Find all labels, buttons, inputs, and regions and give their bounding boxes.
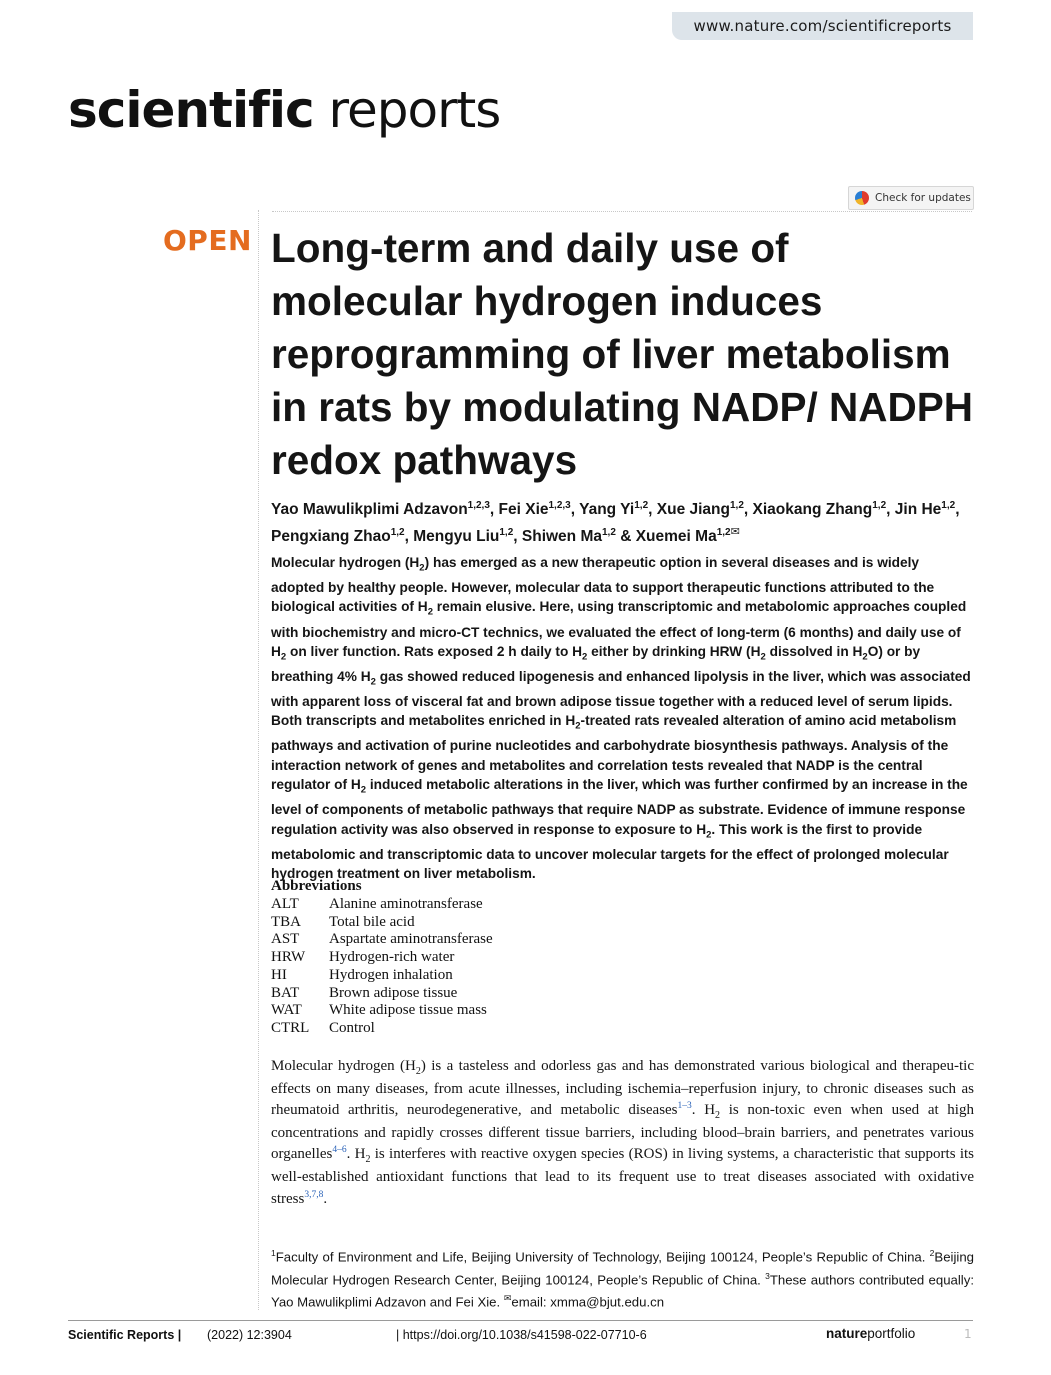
journal-url-tab[interactable]: www.nature.com/scientificreports	[672, 12, 973, 40]
abbreviation-definition: Control	[329, 1019, 375, 1036]
abbreviation-definition: Hydrogen inhalation	[329, 966, 453, 983]
abbreviation-row	[271, 931, 493, 949]
abbreviation-definition: Alanine aminotransferase	[329, 896, 483, 912]
abbreviation-term: TBA	[271, 913, 301, 930]
affiliations: $^1$Faculty of Environment and Life, Beijing University of Technology, Beijing 100124, People’s Republic of China. $^2$Beijing Molecular Hydrogen Research Center, Beijing 100124, People’s Republic of China. $^3$These authors contributed equally: Yao Mawulikplimi Adzavon and Fei Xie. ✉email: xmma@bjut.edu.cn	[271, 1248, 974, 1310]
abbreviation-row	[271, 914, 493, 932]
author-name: Shiwen Ma	[521, 528, 602, 546]
footer-citation: (2022) 12:3904	[207, 1328, 292, 1342]
subscript: 2	[575, 721, 581, 733]
subscript: 2	[370, 676, 376, 688]
publisher-logo-bold: nature	[826, 1326, 868, 1341]
publisher-logo	[826, 1326, 915, 1341]
affiliation-number: 1	[271, 1248, 276, 1258]
abbreviation-definition: Aspartate aminotransferase	[329, 931, 493, 948]
envelope-icon[interactable]: ✉	[730, 526, 740, 539]
subscript: 2	[760, 651, 766, 663]
author-affiliation: 1,2	[390, 527, 405, 539]
author-list: Yao Mawulikplimi Adzavon$^{1,2,3}$, Fei Xie$^{1,2,3}$, Yang Yi$^{1,2}$, Xue Jiang$^{1,2}$, Xiaokang Zhang$^{1,2}$, Jin He$^{1,2}$, Pengxiang Zhao$^{1,2}$, Mengyu Liu$^{1,2}$, Shiwen Ma$^{1,2}$ & Xuemei $Ma^{1,2✉}$	[271, 500, 960, 546]
author-name: Xue Jiang	[656, 501, 730, 519]
abbreviation-definition: Total bile acid	[329, 913, 415, 930]
affiliation-number: 2	[929, 1248, 935, 1258]
subscript: 2	[360, 784, 367, 796]
abbreviation-row	[271, 967, 493, 985]
author-affiliation: 1,2	[634, 500, 649, 511]
abbreviation-row	[271, 1020, 493, 1038]
author-affiliation: 1,2,3	[548, 500, 571, 511]
reference-superscript[interactable]: 1–3	[677, 1101, 692, 1112]
envelope-icon: ✉	[503, 1293, 512, 1304]
page-number: 1	[964, 1327, 972, 1341]
abbreviation-term: ALT	[271, 896, 299, 912]
journal-logo	[68, 80, 500, 140]
subscript: 2	[415, 1066, 421, 1077]
crossmark-icon	[855, 191, 869, 205]
abbreviations-list	[271, 896, 493, 1038]
abbreviation-term: HRW	[271, 949, 306, 966]
abbreviation-term: AST	[271, 931, 300, 948]
footer-journal: Scientific Reports |	[68, 1328, 182, 1342]
author-affiliation: 1,2	[499, 527, 514, 539]
author-name: Mengyu Liu	[413, 528, 500, 546]
subscript: 2	[419, 562, 425, 574]
margin-divider	[258, 210, 260, 1310]
subscript: 2	[280, 651, 287, 663]
author-affiliation: 1,2	[602, 527, 616, 539]
abbreviation-definition: White adipose tissue mass	[329, 1002, 487, 1019]
abbreviation-term: BAT	[271, 984, 300, 1001]
abbreviation-row	[271, 896, 493, 914]
check-for-updates-label: Check for updates	[875, 192, 971, 204]
reference-superscript[interactable]: 4–6	[332, 1145, 347, 1156]
reference-superscript[interactable]: 3,7,8	[304, 1189, 324, 1200]
abbreviation-term: WAT	[271, 1002, 302, 1019]
abbreviation-row	[271, 1002, 493, 1020]
author-name: Yao Mawulikplimi Adzavon	[271, 501, 468, 519]
abbreviation-term: CTRL	[271, 1019, 310, 1036]
check-for-updates-button[interactable]	[848, 186, 974, 210]
author-affiliation: 1,2	[941, 500, 956, 511]
abbreviation-term: HI	[271, 966, 287, 983]
abbreviation-row	[271, 985, 493, 1003]
header-divider	[272, 211, 972, 212]
author-affiliation: 1,2	[716, 527, 731, 539]
abbreviation-definition: Brown adipose tissue	[329, 984, 458, 1001]
subscript: 2	[706, 829, 712, 841]
author-affiliation: 1,2	[872, 500, 887, 511]
subscript: 2	[582, 651, 588, 663]
publisher-logo-light: portfolio	[867, 1326, 916, 1341]
subscript: 2	[862, 651, 868, 663]
journal-logo-bold: scientific	[68, 81, 314, 139]
author-name: Fei Xie	[498, 501, 549, 519]
footer-divider	[68, 1320, 973, 1321]
footer-doi-link[interactable]: | https://doi.org/10.1038/s41598-022-07710-6	[396, 1328, 647, 1342]
article-title: Long-term and daily use of molecular hydrogen induces reprogramming of liver metabolism in rats by modulating NADP/ NADPH redox pathways	[271, 225, 974, 483]
subscript: 2	[427, 607, 433, 619]
author-name: Yang Yi	[579, 501, 635, 519]
abbreviation-definition: Hydrogen-rich water	[329, 949, 455, 966]
journal-logo-light: reports	[328, 81, 501, 139]
subscript: 2	[365, 1154, 371, 1166]
abbreviation-row	[271, 949, 493, 967]
affiliation-number: 3	[765, 1270, 770, 1281]
author-affiliation: 1,2,3	[467, 500, 490, 511]
abbreviations-heading: Abbreviations	[271, 878, 362, 894]
author-name: Jin He	[894, 501, 942, 519]
author-name: Xuemei Ma	[635, 528, 717, 546]
author-affiliation: 1,2	[729, 500, 744, 511]
subscript: 2	[715, 1110, 721, 1122]
author-name: Pengxiang Zhao	[271, 528, 391, 546]
abstract: Molecular hydrogen $(H_2)$ has emerged as a new therapeutic option in several diseases and is widely adopted by healthy people. However, molecular data to support therapeutic functions attributed to the biological activities of $H_2$ remain elusive. Here, using transcriptomic and metabolomic approaches coupled with biochemistry and micro-CT technics, we evaluated the effect of long-term (6 months) and daily use of $H_2$ on liver function. Rats exposed 2 h daily to $H_2$ either by drinking HRW ($H_2$ dissolved in $H_2O$) or by breathing 4% $H_2$ gas showed reduced lipogenesis and enhanced lipolysis in the liver, which was associated with apparent loss of visceral fat and brown adipose tissue together with a reduced level of serum lipids. Both transcripts and metabolites enriched in $H_2$-treated rats revealed alteration of amino acid metabolism pathways and activation of purine nucleotides and carbohydrate biosynthesis pathways. Analysis of the interaction network of genes and metabolites and correlation tests revealed that NADP is the central regulator of $H_2$ induced metabolic alterations in the liver, which was further confirmed by an increase in the level of components of metabolic pathways that require NADP as substrate. Evidence of immune response regulation activity was also observed in response to exposure to $H_2$. This work is the first to provide metabolomic and transcriptomic data to uncover molecular targets for the effect of prolonged molecular hydrogen treatment on liver metabolism.	[271, 555, 971, 881]
open-access-label: OPEN	[163, 224, 252, 257]
author-name: Xiaokang Zhang	[752, 501, 873, 519]
body-paragraph: Molecular hydrogen $(H_2)$ is a tasteless and odorless gas and has demonstrated various biological and therapeu-tic effects on many diseases, from acute illnesses, including ischemia–reperfusion injury, to chronic diseases such as rheumatoid arthritis, neurodegenerative, and metabolic diseases$^{1-3}$. $H_2$ is non-toxic even when used at high concentrations and rapidly crosses different tissue barriers, including blood–brain barriers, and penetrates various organelles$^{4-6}$. $H_2$ is interferes with reactive oxygen species (ROS) in living systems, a characteristic that supports its well-established antioxidant functions that lead to its frequent use to treat diseases associated with oxidative stress$^{3,7,8}$.	[271, 1058, 974, 1207]
